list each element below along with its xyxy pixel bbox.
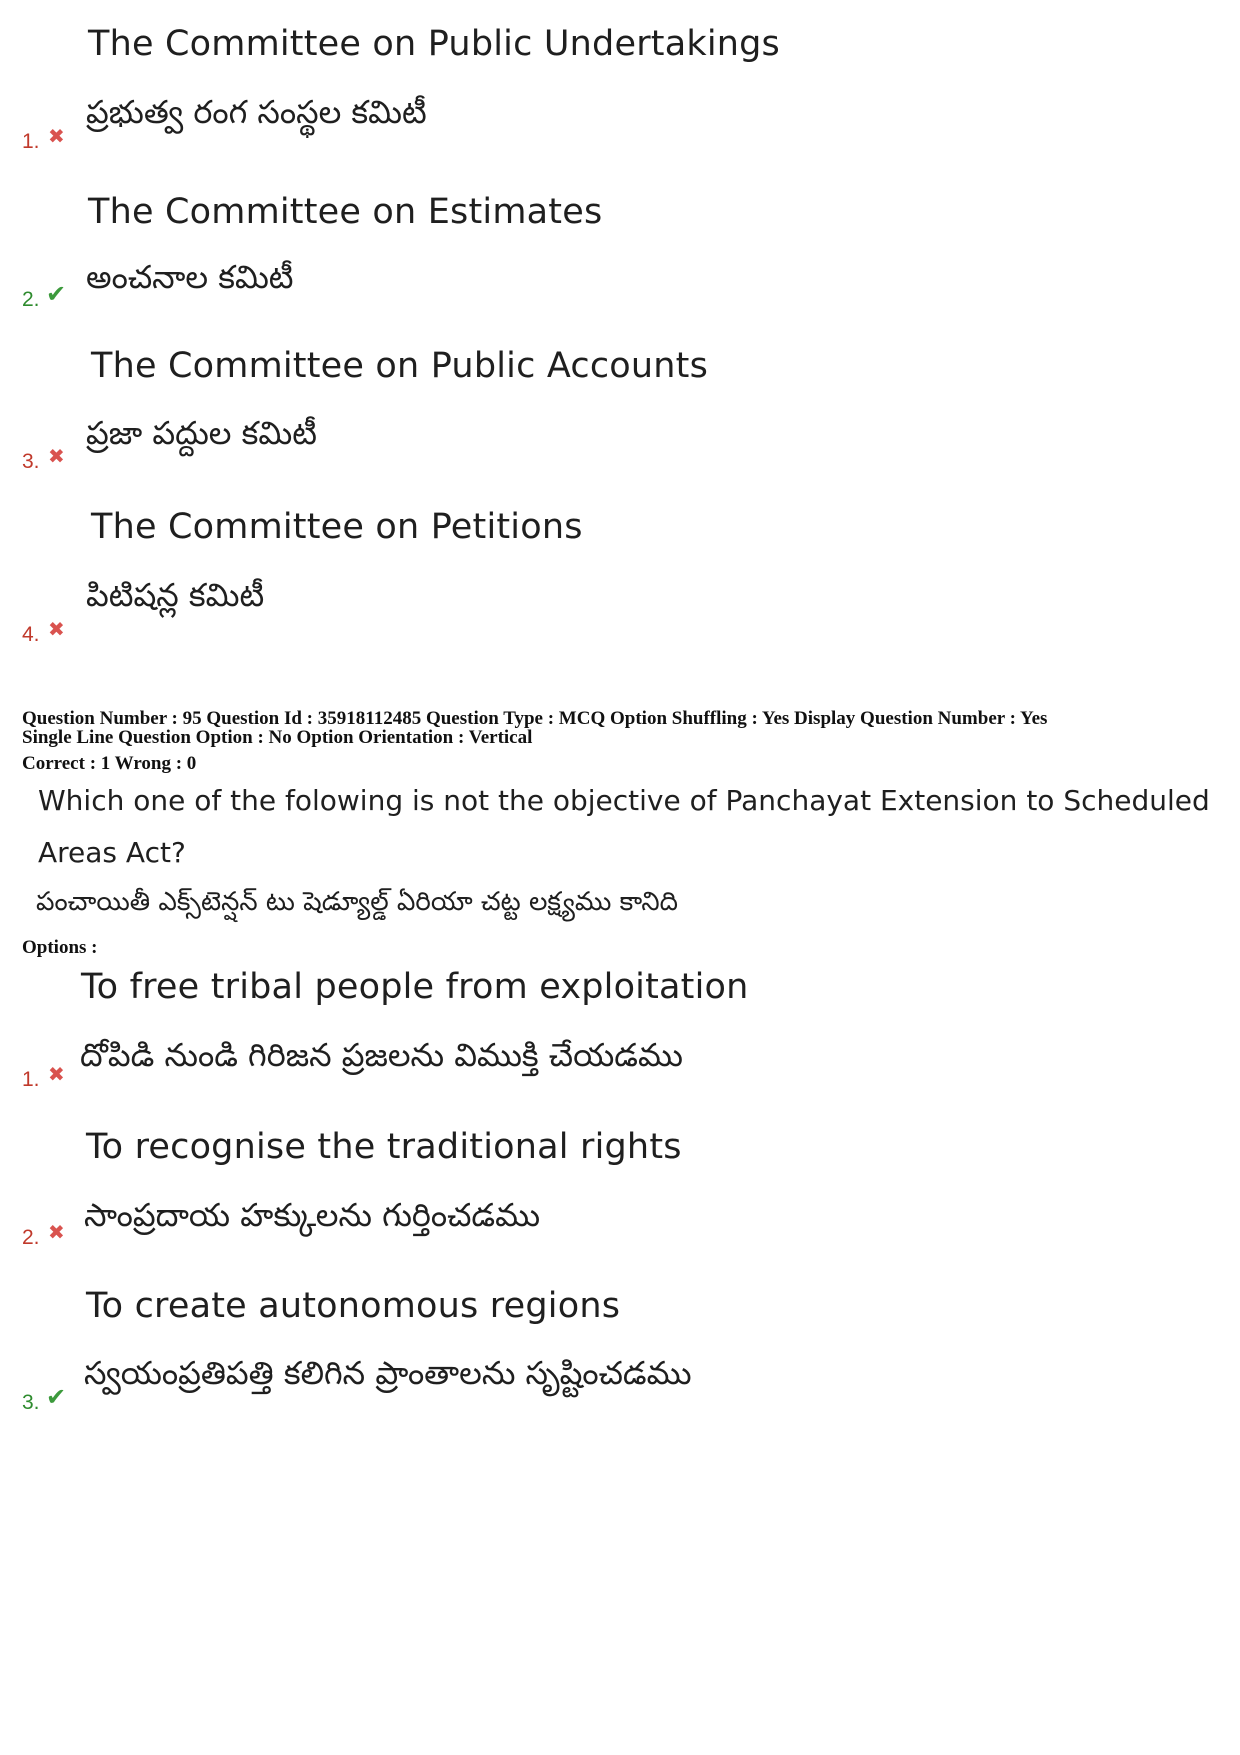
option-telugu-text: పిటిషన్ల కమిటీ	[86, 576, 265, 614]
options-label: Options :	[22, 937, 98, 958]
option-telugu-text: సాంప్రదాయ హక్కులను గుర్తించడము	[84, 1196, 541, 1234]
option-english-text: To recognise the traditional rights	[86, 1127, 682, 1167]
option-english-text: To create autonomous regions	[86, 1286, 621, 1326]
question-text-english-line-1: Which one of the folowing is not the objective of Panchayat Extension to Scheduled	[38, 784, 1210, 817]
option-number: 1.	[22, 1068, 40, 1091]
option-telugu-text: దోపిడి నుండి గిరిజన ప్రజలను విముక్తి చేయడము	[80, 1036, 683, 1074]
cross-icon: ✖	[48, 1062, 65, 1086]
option-number: 3.	[22, 450, 40, 473]
check-icon: ✔	[46, 1383, 67, 1411]
option-english-text: The Committee on Public Accounts	[91, 346, 709, 386]
question-text-english-line-2: Areas Act?	[38, 836, 186, 869]
option-english-text: To free tribal people from exploitation	[81, 967, 749, 1007]
option-number: 2.	[22, 1226, 40, 1249]
option-telugu-text: అంచనాల కమిటీ	[86, 258, 294, 296]
option-number: 1.	[22, 130, 40, 153]
question-marks: Correct : 1 Wrong : 0	[22, 753, 197, 774]
option-number: 3.	[22, 1391, 40, 1414]
question-meta-line-1: Question Number : 95 Question Id : 35918112485 Question Type : MCQ Option Shuffling : Yes Display Question Number : Yes	[22, 708, 1048, 729]
question-meta-line-2: Single Line Question Option : No Option Orientation : Vertical	[22, 727, 533, 748]
cross-icon: ✖	[48, 124, 65, 148]
question-text-telugu: పంచాయితీ ఎక్స్‌టెన్షన్ టు షెడ్యూల్డ్ ఏరియా చట్ట లక్ష్యము కానిది	[36, 887, 678, 917]
option-telugu-text: స్వయంప్రతిపత్తి కలిగిన ప్రాంతాలను సృష్టించడము	[84, 1354, 692, 1392]
option-telugu-text: ప్రభుత్వ రంగ సంస్థల కమిటీ	[86, 93, 427, 131]
cross-icon: ✖	[48, 444, 65, 468]
option-number: 4.	[22, 623, 40, 646]
cross-icon: ✖	[48, 617, 65, 641]
option-english-text: The Committee on Petitions	[91, 507, 583, 547]
cross-icon: ✖	[48, 1220, 65, 1244]
option-english-text: The Committee on Estimates	[88, 192, 603, 232]
option-english-text: The Committee on Public Undertakings	[88, 24, 780, 64]
check-icon: ✔	[46, 280, 67, 308]
option-number: 2.	[22, 288, 40, 311]
option-telugu-text: ప్రజా పద్దుల కమిటీ	[86, 414, 317, 452]
